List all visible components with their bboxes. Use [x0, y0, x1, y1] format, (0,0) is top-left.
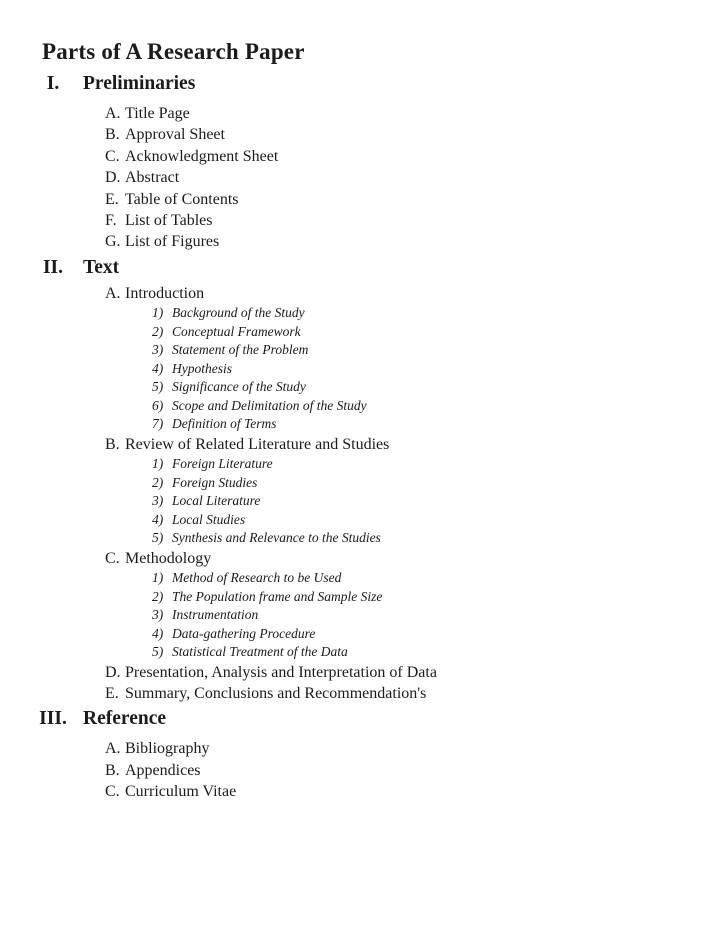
outline-subitem-label: Statistical Treatment of the Data — [172, 644, 348, 660]
outline-item-label: Acknowledgment Sheet — [125, 147, 279, 165]
outline-subitem-number: 1) — [152, 570, 164, 586]
outline-item — [37, 167, 700, 188]
outline-item — [37, 231, 700, 252]
outline-item — [37, 283, 700, 304]
outline-subitem-number: 1) — [152, 456, 164, 472]
outline-subitem — [37, 397, 700, 416]
outline-item — [37, 189, 700, 210]
outline-item-label: List of Figures — [125, 233, 220, 251]
outline-item-letter: C. — [105, 549, 120, 567]
outline-item-label: Abstract — [125, 169, 180, 187]
outline-subitem — [37, 455, 700, 474]
outline-item-label: List of Tables — [125, 212, 213, 230]
outline-subitem-number: 3) — [152, 342, 164, 358]
outline-item-letter: B. — [105, 435, 120, 453]
outline-item-letter: D. — [105, 169, 121, 187]
outline-item — [37, 683, 700, 704]
outline-item-letter: A. — [105, 284, 121, 302]
section-numeral: II. — [42, 256, 64, 278]
outline-subitem-number: 5) — [152, 530, 164, 546]
outline-subitem — [37, 492, 700, 511]
outline-subitem-number: 6) — [152, 397, 164, 413]
outline-subitem — [37, 341, 700, 360]
outline-subitem — [37, 588, 700, 607]
outline-item-letter: D. — [105, 663, 121, 681]
outline-item — [37, 548, 700, 569]
outline-item-label: Review of Related Literature and Studies — [125, 435, 390, 453]
outline-item-letter: G. — [105, 233, 121, 251]
outline-subitem-label: Foreign Literature — [172, 456, 273, 472]
section-preliminaries — [37, 72, 700, 253]
outline-item — [37, 781, 700, 802]
section-numeral: I. — [46, 73, 60, 94]
outline-subitem-label: Data-gathering Procedure — [172, 625, 316, 641]
section-heading — [37, 72, 700, 96]
outline-subitem-number: 3) — [152, 493, 164, 509]
outline-item-label: Appendices — [125, 761, 201, 779]
outline-subitem-label: Method of Research to be Used — [172, 570, 342, 586]
outline-subitem — [37, 304, 700, 323]
outline-item — [37, 124, 700, 145]
section-heading — [37, 707, 700, 731]
section-heading — [37, 256, 700, 280]
outline-subitem-number: 7) — [152, 416, 164, 432]
section-numeral: III. — [39, 708, 67, 730]
outline-item-label: Title Page — [125, 105, 190, 122]
outline-subitem-number: 2) — [152, 588, 164, 604]
outline-item-label: Introduction — [125, 284, 205, 302]
outline-item — [37, 760, 700, 781]
outline-item-letter: C. — [105, 783, 120, 801]
outline-item — [37, 146, 700, 167]
outline-item — [37, 103, 700, 124]
outline-subitem — [37, 606, 700, 625]
section-item-list — [37, 103, 700, 253]
outline-subitem-number: 2) — [152, 474, 164, 490]
outline-item-letter: A. — [105, 105, 121, 122]
outline-subitem — [37, 625, 700, 644]
outline-subitem — [37, 474, 700, 493]
outline-subitem-label: Conceptual Framework — [172, 323, 301, 339]
outline-subitem-number: 4) — [152, 360, 164, 376]
outline-item-label: Summary, Conclusions and Recommendation's — [125, 684, 427, 702]
section-text — [37, 256, 700, 705]
outline-subitem-label: Background of the Study — [172, 305, 305, 321]
outline-subitem-number: 5) — [152, 379, 164, 395]
outline-subitem-list — [37, 455, 700, 548]
outline-subitem-list — [37, 569, 700, 662]
outline-item-letter: F. — [105, 212, 117, 230]
outline-item-letter: C. — [105, 147, 120, 165]
outline-subitem — [37, 415, 700, 434]
outline-subitem-label: Local Studies — [172, 511, 246, 527]
outline-subitem-label: Local Literature — [172, 493, 261, 509]
outline-item-label: Curriculum Vitae — [125, 783, 237, 801]
section-label: Text — [83, 256, 120, 278]
outline-subitem — [37, 511, 700, 530]
outline-subitem — [37, 529, 700, 548]
outline-item-letter: B. — [105, 126, 120, 144]
outline-item — [37, 662, 700, 683]
section-label: Reference — [83, 708, 166, 730]
outline-subitem-number: 2) — [152, 323, 164, 339]
outline-subitem — [37, 643, 700, 662]
outline-item-letter: A. — [105, 740, 121, 758]
outline-item — [37, 434, 700, 455]
outline-subitem-label: Definition of Terms — [172, 416, 277, 432]
document-title: Parts of A Research Paper — [42, 39, 305, 64]
outline-subitem-number: 1) — [152, 305, 164, 321]
outline-item-letter: E. — [105, 684, 119, 702]
outline-item-label: Presentation, Analysis and Interpretation of Data — [125, 663, 437, 681]
outline-item-label: Bibliography — [125, 740, 210, 758]
outline-subitem-label: Hypothesis — [172, 360, 232, 376]
outline-item-label: Table of Contents — [125, 190, 239, 208]
outline-item-letter: E. — [105, 190, 119, 208]
outline-subitem-label: Scope and Delimitation of the Study — [172, 397, 367, 413]
outline-subitem-label: Foreign Studies — [172, 474, 258, 490]
section-label: Preliminaries — [83, 73, 196, 94]
outline-subitem-list — [37, 304, 700, 434]
outline-subitem-number: 3) — [152, 607, 164, 623]
section-reference — [37, 707, 700, 802]
outline-item-letter: B. — [105, 761, 120, 779]
outline-item — [37, 210, 700, 231]
outline-subitem-label: The Population frame and Sample Size — [172, 588, 383, 604]
outline-item-label: Approval Sheet — [125, 126, 225, 144]
outline-subitem-label: Instrumentation — [172, 607, 259, 623]
outline-subitem — [37, 360, 700, 379]
outline-subitem-label: Statement of the Problem — [172, 342, 309, 358]
outline-item-label: Methodology — [125, 549, 212, 567]
outline-subitem-number: 4) — [152, 625, 164, 641]
outline-item — [37, 738, 700, 759]
section-item-list — [37, 738, 700, 802]
outline-subitem-label: Synthesis and Relevance to the Studies — [172, 530, 381, 546]
outline-subitem — [37, 378, 700, 397]
outline-subitem — [37, 323, 700, 342]
outline-subitem-number: 5) — [152, 644, 164, 660]
outline-subitem-label: Significance of the Study — [172, 379, 306, 395]
outline-subitem — [37, 569, 700, 588]
section-item-list — [37, 283, 700, 705]
outline-subitem-number: 4) — [152, 511, 164, 527]
